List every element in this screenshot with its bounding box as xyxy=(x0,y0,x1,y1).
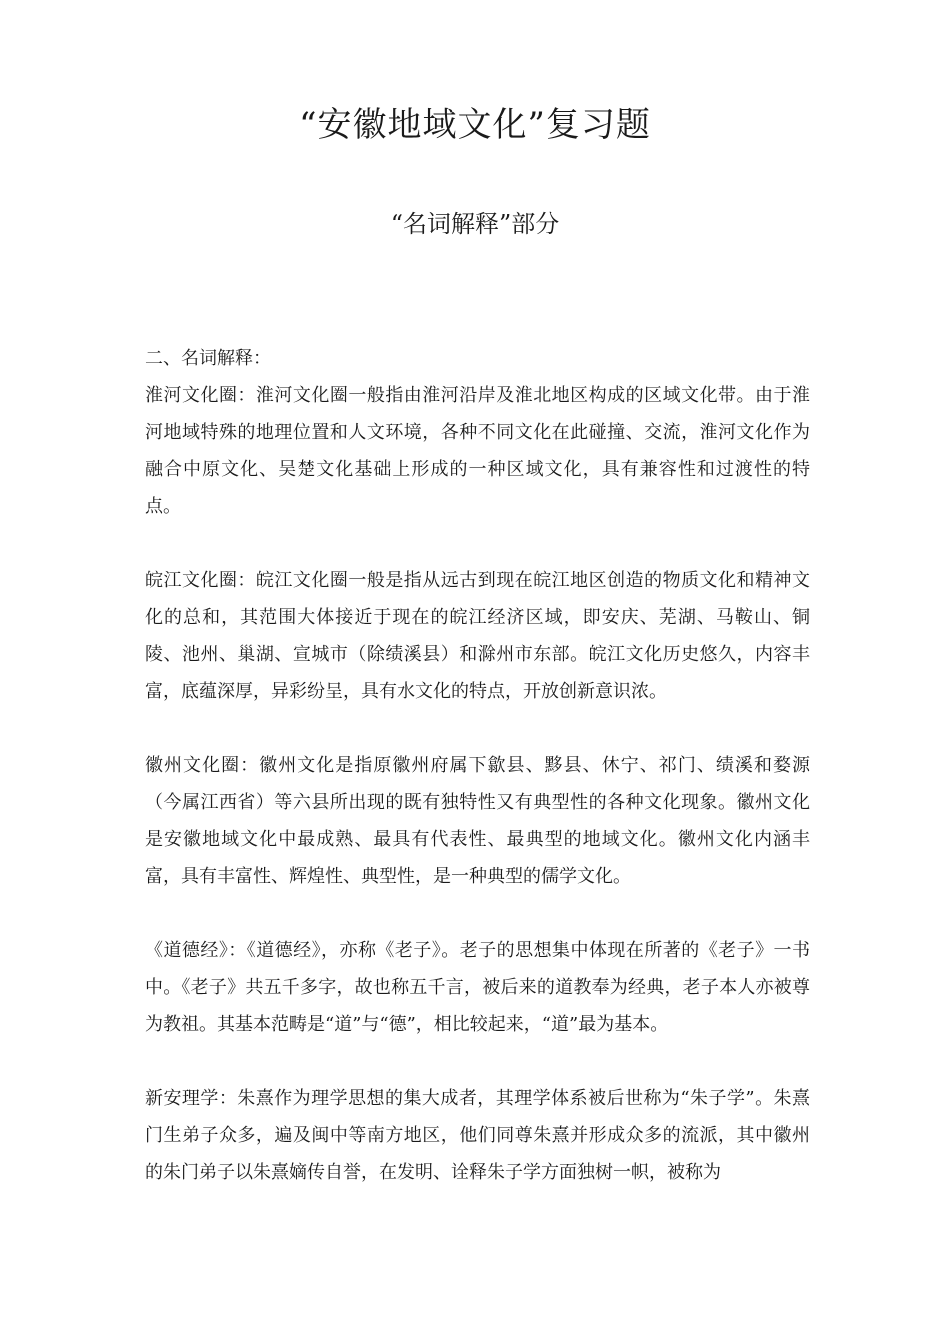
entry-text: 淮河文化圈：淮河文化圈一般指由淮河沿岸及淮北地区构成的区域文化带。由于淮河地域特殊的地理位置和人文环境，各种不同文化在此碰撞、交流，淮河文化作为融合中原文化、吴楚文化基础上形成的一种区域文化，具有兼容性和过渡性的特点。 xyxy=(145,385,810,517)
entry-text: 徽州文化圈：徽州文化是指原徽州府属下歙县、黟县、休宁、祁门、绩溪和婺源（今属江西省）等六县所出现的既有独特性又有典型性的各种文化现象。徽州文化是安徽地域文化中最成熟、最具有代表性、最典型的地域文化。徽州文化内涵丰富，具有丰富性、辉煌性、典型性，是一种典型的儒学文化。 xyxy=(145,755,810,887)
entry-text: 《道德经》：《道德经》，亦称《老子》。老子的思想集中体现在所著的《老子》一书中。《老子》共五千多字，故也称五千言，被后来的道教奉为经典，老子本人亦被尊为教祖。其基本范畴是“道”与“德”，相比较起来，“道”最为基本。 xyxy=(145,940,810,1035)
entry-huizhou xyxy=(145,747,810,895)
entry-xinan-lixue xyxy=(145,1080,810,1191)
entry-text: 皖江文化圈：皖江文化圈一般是指从远古到现在皖江地区创造的物质文化和精神文化的总和，其范围大体接近于现在的皖江经济区域，即安庆、芜湖、马鞍山、铜陵、池州、巢湖、宣城市（除绩溪县）和滁州市东部。皖江文化历史悠久，内容丰富，底蕴深厚，异彩纷呈，具有水文化的特点，开放创新意识浓。 xyxy=(145,570,810,702)
document-subtitle: “名词解释”部分 xyxy=(390,210,560,238)
section-heading: 二、名词解释： xyxy=(145,348,271,369)
entry-wanjiang xyxy=(145,562,810,710)
entry-text: 新安理学：朱熹作为理学思想的集大成者，其理学体系被后世称为“朱子学”。朱熹门生弟子众多，遍及闽中等南方地区，他们同尊朱熹并形成众多的流派，其中徽州的朱门弟子以朱熹嫡传自誉，在发明、诠释朱子学方面独树一帜，被称为 xyxy=(145,1088,810,1183)
entry-daodejing xyxy=(145,932,810,1043)
document-body xyxy=(145,340,810,1228)
entry-huaihe xyxy=(145,377,810,525)
document-title: “安徽地域文化”复习题 xyxy=(299,105,651,145)
